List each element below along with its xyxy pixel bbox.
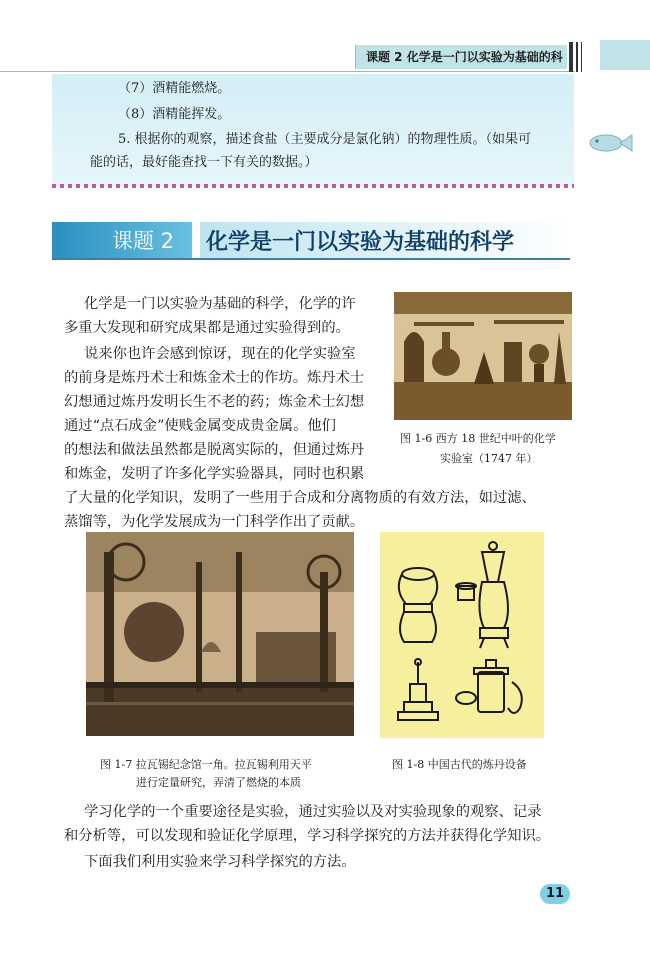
figure-1-7-caption-line-2: 进行定量研究，弄清了燃烧的本质 [136,776,301,789]
exercise-question-5-cont: 能的话，最好能查找一下有关的数据。） [90,155,318,170]
banner-gap [192,222,200,258]
header-bars-decoration [567,42,597,72]
section-banner [52,222,570,260]
exercise-item-8: （8）酒精能挥发。 [118,107,231,122]
lab-illustration-icon [394,292,572,420]
exercise-box-dashed-border [52,184,574,188]
header-rule [0,71,575,72]
figure-1-7-caption-line-1: 图 1-7 拉瓦锡纪念馆一角。拉瓦锡利用天平 [100,758,312,771]
paragraph-2-line-8: 蒸馏等，为化学发展成为一门科学作出了贡献。 [64,514,365,530]
paragraph-1-line-1: 化学是一门以实验为基础的科学，化学的许 [84,296,356,312]
paragraph-4-line-1: 下面我们利用实验来学习科学探究的方法。 [84,854,356,870]
paragraph-2-line-4: 通过“点石成金”使贱金属变成贵金属。他们 [64,418,336,434]
figure-1-8-caption: 图 1-8 中国古代的炼丹设备 [392,758,527,771]
paragraph-1-line-2: 多重大发现和研究成果都是通过实验得到的。 [64,320,350,336]
paragraph-2-line-6: 和炼金，发明了许多化学实验器具，同时也积累 [64,466,365,482]
section-title: 化学是一门以实验为基础的科学 [206,230,515,255]
paragraph-3-line-1: 学习化学的一个重要途径是实验，通过实验以及对实验现象的观察、记录 [84,804,542,820]
alchemy-equipment-drawing-icon [380,532,544,738]
fish-icon [584,130,634,156]
paragraph-3-line-2: 和分析等，可以发现和验证化学原理，学习科学探究的方法并获得化学知识。 [64,828,551,844]
exercise-item-7: （7）酒精能燃烧。 [118,81,231,96]
paragraph-2-line-1: 说来你也许会感到惊讶，现在的化学实验室 [84,346,356,362]
exercise-question-5: 5. 根据你的观察，描述食盐（主要成分是氯化钠）的物理性质。（如果可 [118,132,532,147]
section-number: 课题 2 [112,229,175,253]
page-number: 11 [540,884,570,904]
figure-1-7-image [86,532,354,736]
paragraph-2-line-7: 了大量的化学知识，发明了一些用于合成和分离物质的有效方法，如过滤、 [64,490,536,506]
paragraph-2-line-3: 幻想通过炼丹发明长生不老的药；炼金术士幻想 [64,394,365,410]
header-edge-block [600,40,650,70]
figure-1-8-image [380,532,544,738]
running-title: 课题 2 化学是一门以实验为基础的科 [355,45,567,69]
figure-1-6-caption-line-1: 图 1-6 西方 18 世纪中叶的化学 [400,432,556,445]
lavoisier-museum-photo-icon [86,532,354,736]
figure-1-6-image [394,292,572,420]
paragraph-2-line-2: 的前身是炼丹术士和炼金术士的作坊。炼丹术士 [64,370,365,386]
paragraph-2-line-5: 的想法和做法虽然都是脱离实际的，但通过炼丹 [64,442,365,458]
figure-1-6-caption-line-2: 实验室（1747 年） [440,452,538,465]
